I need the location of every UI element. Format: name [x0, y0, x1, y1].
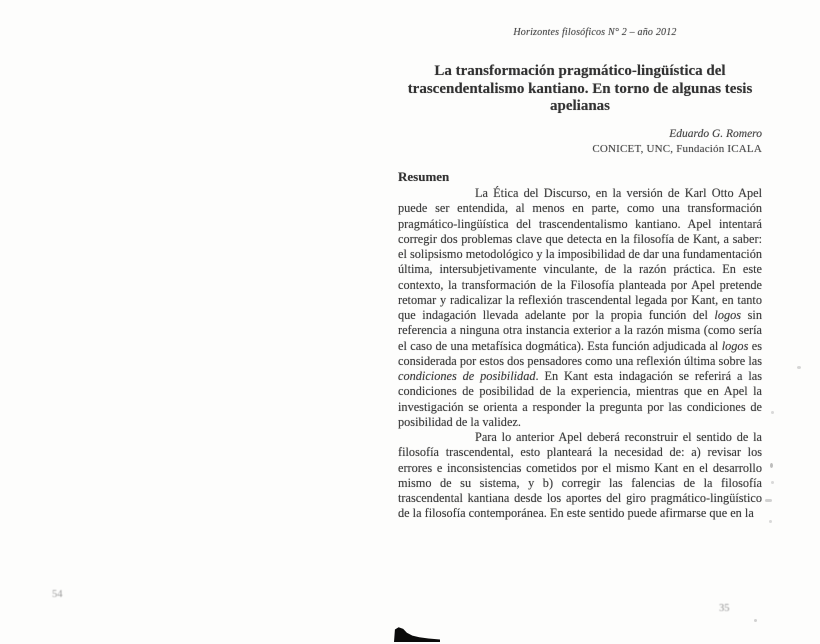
author-affiliation: CONICET, UNC, Fundación ICALA [592, 143, 762, 155]
abstract-paragraph-2: Para lo anterior Apel deberá reconstruir el sentido de la filosofía trascendental, esto planteará la necesidad de: a) revisar los errores e inconsistencias cometidos por el mismo Kant en el desarrollo mismo de su sistema, y b) corregir las falencias de la filosofía trascendental kantiana desde los aportes del giro pragmático-lingüístico de la filosofía contemporánea. En este sentido puede afirmarse que en la [398, 430, 762, 521]
scan-speck-artifact [765, 499, 772, 502]
scan-ink-blot-artifact [394, 626, 440, 642]
article-title: La transformación pragmático-lingüística del trascendentalismo kantiano. En torno de algunas tesis apelianas [407, 63, 753, 114]
page-number-left: 54 [52, 589, 63, 600]
scan-speck-artifact [771, 411, 774, 414]
facing-page-blank [0, 0, 392, 644]
abstract-text [398, 186, 762, 522]
scan-speck-artifact [771, 481, 774, 484]
scan-speck-artifact [769, 520, 772, 523]
author-name: Eduardo G. Romero [669, 128, 762, 140]
abstract-paragraph-1: La Ética del Discurso, en la versión de Karl Otto Apel puede ser entendida, al menos en parte, como una transformación pragmático-lingüística del trascendentalismo kantiano. Apel intentará corregir dos problemas clave que detecta en la filosofía de Kant, a saber: el solipsismo metodológico y la imposibilidad de dar una fundamentación última, intersubjetivamente vinculante, de la razón práctica. En este contexto, la transformación de la Filosofía planteada por Apel pretende retomar y radicalizar la reflexión trascendental legada por Kant, en tanto que indagación llevada adelante por la propia función del logos sin referencia a ninguna otra instancia exterior a la razón misma (como sería el caso de una metafísica dogmática). Esta función adjudicada al logos es considerada por estos dos pensadores como una reflexión última sobre las condiciones de posibilidad. En Kant esta indagación se referirá a las condiciones de posibilidad de la experiencia, mientras que en Apel la investigación se orienta a responder la pregunta por las condiciones de posibilidad de la validez. [398, 186, 763, 429]
section-heading-resumen: Resumen [398, 169, 450, 184]
scan-speck-artifact [797, 366, 801, 369]
scan-speck-artifact [754, 619, 757, 622]
scan-speck-artifact [770, 463, 773, 468]
journal-header: Horizontes filosóficos N° 2 – año 2012 [513, 27, 677, 38]
page-number-right: 35 [719, 603, 730, 614]
